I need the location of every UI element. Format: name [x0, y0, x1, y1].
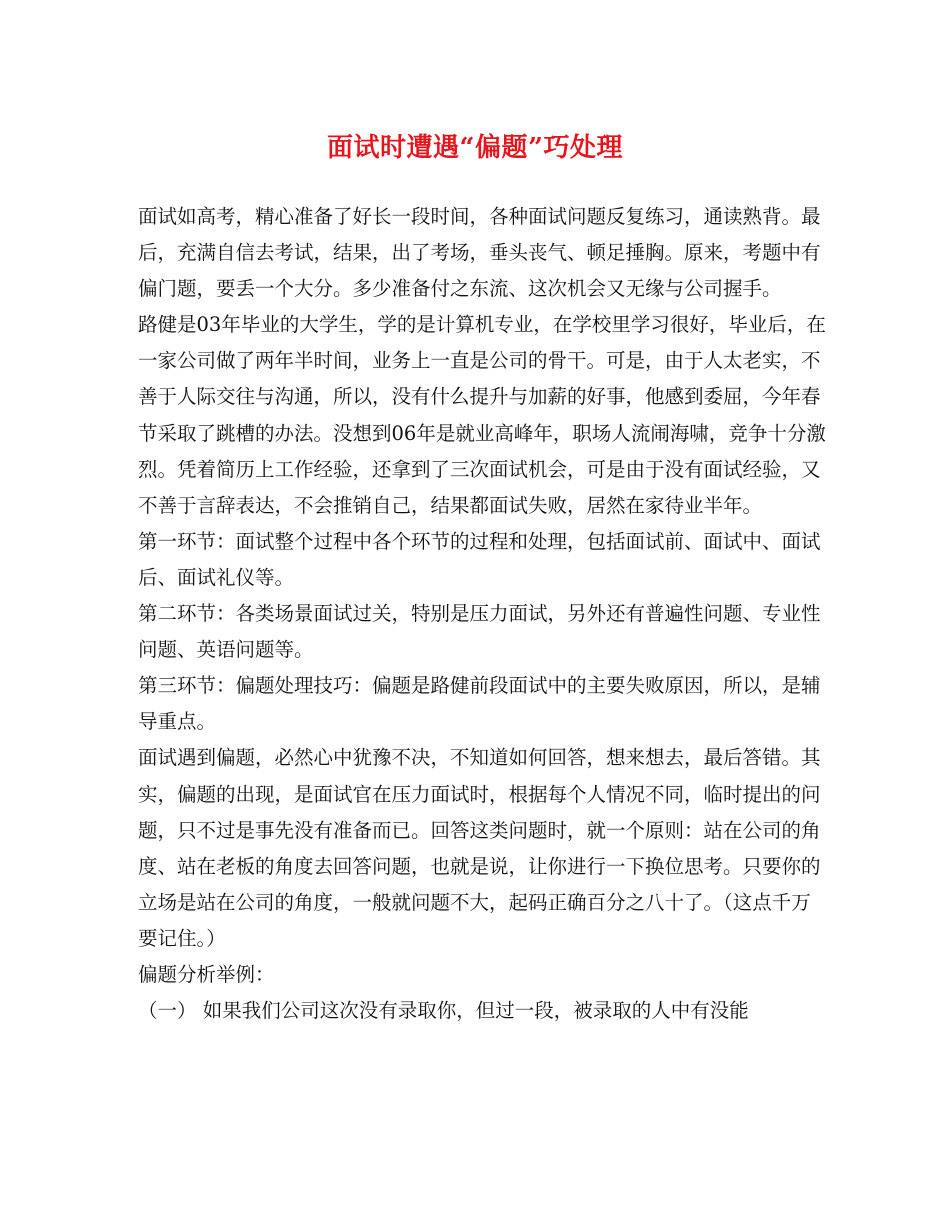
paragraph-step-one: 第一环节：面试整个过程中各个环节的过程和处理，包括面试前、面试中、面试后、面试礼仪等。 [138, 529, 821, 589]
paragraph-principle: 面试遇到偏题，必然心中犹豫不决，不知道如何回答，想来想去，最后答错。其实，偏题的出现，是面试官在压力面试时，根据每个人情况不同，临时提出的问题，只不过是事先没有准备而已。回答这类问题时，就一个原则：站在公司的角度、站在老板的角度去回答问题，也就是说，让你进行一下换位思考。只要你的立场是站在公司的角度，一般就问题不大，起码正确百分之八十了。（这点千万要记住。） [138, 746, 821, 950]
document-body [138, 199, 828, 1029]
paragraph-intro: 面试如高考，精心准备了好长一段时间，各种面试问题反复练习，通读熟背。最后，充满自信去考试，结果，出了考场，垂头丧气、顿足捶胸。原来，考题中有偏门题，要丢一个大分。多少准备付之东流、这次机会又无缘与公司握手。 [138, 205, 821, 301]
paragraph-story: 路健是03年毕业的大学生，学的是计算机专业，在学校里学习很好，毕业后，在一家公司做了两年半时间，业务上一直是公司的骨干。可是，由于人太老实，不善于人际交往与沟通，所以，没有什么提升与加薪的好事，他感到委屈，今年春节采取了跳槽的办法。没想到06年是就业高峰年，职场人流闹海啸，竞争十分激烈。凭着简历上工作经验，还拿到了三次面试机会，可是由于没有面试经验，又不善于言辞表达，不会推销自己，结果都面试失败，居然在家待业半年。 [138, 313, 826, 517]
document-title: 面试时遭遇“偏题”巧处理 [327, 133, 623, 163]
paragraph-step-three: 第三环节：偏题处理技巧：偏题是路健前段面试中的主要失败原因，所以，是辅导重点。 [138, 674, 821, 734]
paragraph-example-one: （一） 如果我们公司这次没有录取你，但过一段，被录取的人中有没能 [138, 999, 749, 1023]
paragraph-examples-heading: 偏题分析举例： [138, 962, 275, 986]
paragraph-step-two: 第二环节：各类场景面试过关，特别是压力面试，另外还有普遍性问题、专业性问题、英语问题等。 [138, 602, 821, 662]
